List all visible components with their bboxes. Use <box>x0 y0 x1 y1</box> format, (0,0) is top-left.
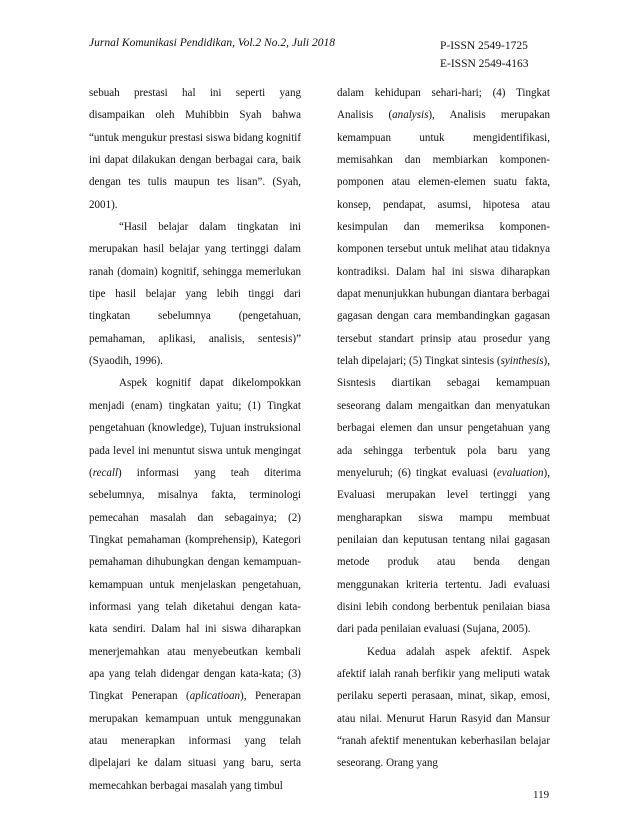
text-run: ), Penerapan merupakan kemampuan untuk menggunakan atau menerapkan informasi yang telah dipelajari ke dalam situasi yang baru, serta memecahkan berbagai masalah yang timbul <box>89 690 301 792</box>
text-run: ), Sisntesis diartikan sebagai kemampuan seseorang dalam mengaitkan dan menyatukan berbagai elemen dan unsur pengetahuan yang ada sehingga terbentuk pola baru yang menyeluruh; (6) tingkat evaluasi ( <box>337 355 550 479</box>
emphasis: analysis <box>392 109 429 122</box>
pissn: P-ISSN 2549-1725 <box>440 40 528 52</box>
paragraph <box>89 372 301 797</box>
page-number: 119 <box>533 789 550 801</box>
right-column <box>337 82 550 775</box>
text-run: ), Evaluasi merupakan level tertinggi yang mengharapkan siswa mampu membuat penilaian dan keputusan tentang nilai gagasan metode produk atau benda dengan menggunakan kriteria tertentu. Jadi evaluasi disini lebih condong berbentuk penilaian biasa dari pada penilaian evaluasi (Sujana, 2005). <box>337 466 550 636</box>
text-run: ), Analisis merupakan kemampuan untuk mengidentifikasi, memisahkan dan membiarkan komponen-pomponen atau elemen-elemen suatu fakta, konsep, pendapat, asumsi, hipotesa atau kesimpulan dan memeriksa komponen-komponen tersebut untuk melihat atau tidaknya kontradiksi. Dalam hal ini siswa diharapkan dapat menunjukkan hubungan diantara berbagai gagasan dengan cara membandingkan gagasan tersebut standart prinsip atau prosedur yang telah dipelajari; (5) Tingkat sintesis ( <box>337 109 551 368</box>
text-run: Aspek kognitif dapat dikelompokkan menjadi (enam) tingkatan yaitu; (1) Tingkat pengetahuan (knowledge), Tujuan instruksional pada level ini menuntut siswa untuk mengingat ( <box>89 377 301 479</box>
issn-block <box>440 37 529 73</box>
journal-header: Jurnal Komunikasi Pendidikan, Vol.2 No.2, Juli 2018 <box>89 37 335 49</box>
eissn: E-ISSN 2549-4163 <box>440 58 529 70</box>
paragraph: “Hasil belajar dalam tingkatan ini merupakan hasil belajar yang tertinggi dalam ranah (domain) kognitif, sehingga memerlukan tipe hasil belajar yang lebih tinggi dari tingkatan sebelumnya (pengetahuan, pemahaman, aplikasi, analisis, sentesis)” (Syaodih, 1996). <box>89 221 301 368</box>
emphasis: recall <box>92 466 119 479</box>
left-column <box>89 82 301 797</box>
emphasis: evaluation <box>496 466 544 479</box>
paragraph: Kedua adalah aspek afektif. Aspek afektif ialah ranah berfikir yang meliputi watak perilaku seperti perasaan, minat, sikap, emosi, atau nilai. Menurut Harun Rasyid dan Mansur “ranah afektif menentukan keberhasilan belajar seseorang. Orang yang <box>337 645 550 770</box>
text-run: dalam kehidupan sehari-hari; (4) Tingkat Analisis ( <box>337 87 550 122</box>
emphasis: syinthesis <box>500 355 544 368</box>
paragraph: sebuah prestasi hal ini seperti yang disampaikan oleh Muhibbin Syah bahwa “untuk mengukur prestasi siswa bidang kognitif ini dapat dilakukan dengan berbagai cara, baik dengan tes tulis maupun tes lisan”. (Syah, 2001). <box>89 87 302 211</box>
text-run: ) informasi yang teah diterima sebelumnya, misalnya fakta, terminologi pemecahan masalah dan sebagainya; (2) Tingkat pemahaman (komprehensip), Kategori pemahaman dihubungkan dengan kemampuan-kemampuan untuk menjelaskan pengetahuan, informasi yang telah diketahui dengan kata-kata sendiri. Dalam hal ini siswa diharapkan menerjemahkan atau menyebeutkan kembali apa yang telah didengar dengan kata-kata; (3) Tingkat Penerapan ( <box>89 466 301 703</box>
emphasis: aplicatioan <box>189 690 241 703</box>
paragraph <box>337 82 550 641</box>
